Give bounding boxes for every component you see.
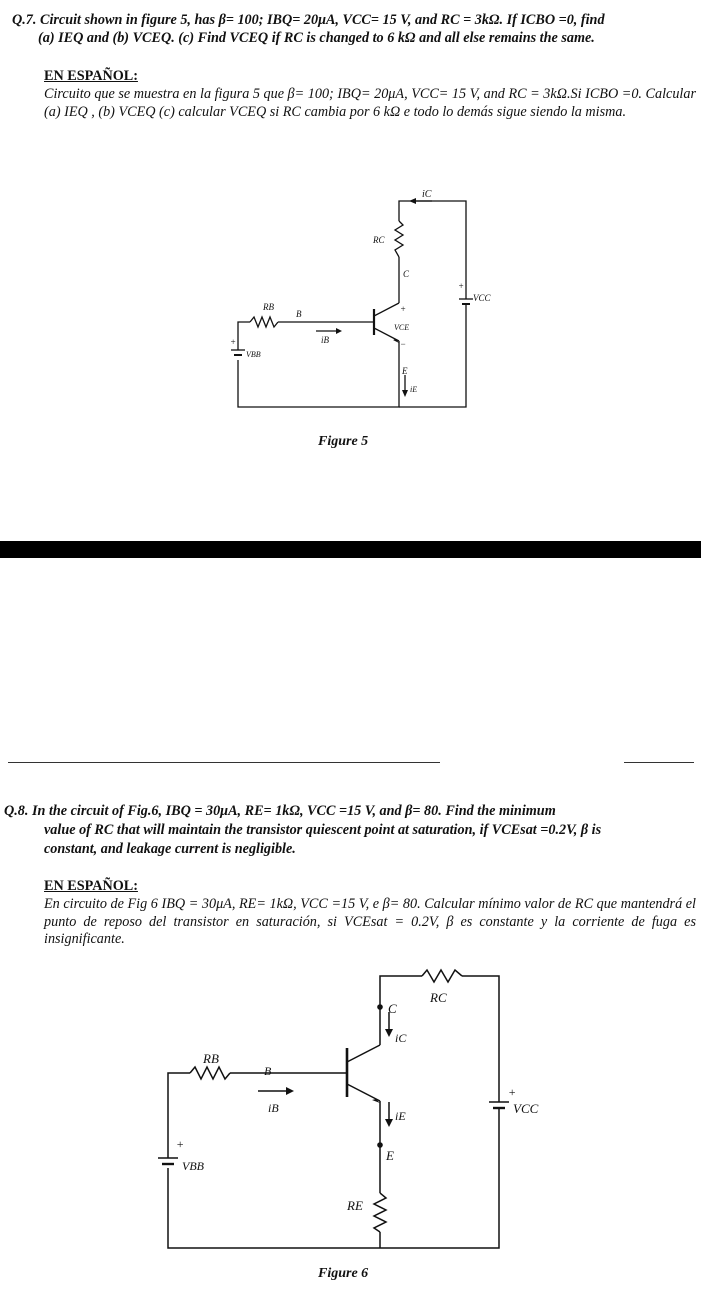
fig5-label-e: E <box>402 366 408 376</box>
q7-question-line2: (a) IEQ and (b) VCEQ. (c) Find VCEQ if RC is changed to 6 kΩ and all else remains the same. <box>38 30 595 46</box>
fig5-label-rc: RC <box>373 235 385 245</box>
divider-right <box>624 762 694 763</box>
figure-6-caption: Figure 6 <box>318 1266 369 1281</box>
fig5-label-b: B <box>296 309 302 319</box>
q7-spanish-text: Circuito que se muestra en la figura 5 que β= 100; IBQ= 20μA, VCC= 15 V, and RC = 3kΩ.Si ICBO =0. Calcular (a) IEQ , (b) VCEQ (c) calcular VCEQ si RC cambia por 6 kΩ e todo lo demás sigue siendo la misma. <box>44 86 696 120</box>
fig6-re-resistor <box>374 1193 386 1232</box>
fig5-label-vcc: VCC <box>473 293 491 303</box>
fig5-label-vbb: VBB <box>246 350 261 359</box>
figure-6-circuit <box>150 960 550 1260</box>
q8-spanish-heading: EN ESPAÑOL: <box>44 878 138 894</box>
page-separator-bar <box>0 541 701 558</box>
fig6-label-ib: iB <box>268 1101 279 1115</box>
figure-5-caption: Figure 5 <box>318 434 369 449</box>
fig6-label-vbb: VBB <box>182 1159 204 1173</box>
fig5-label-ic: iC <box>422 189 432 200</box>
fig6-label-ie: iE <box>395 1109 406 1123</box>
divider-left <box>8 762 440 763</box>
fig6-rc-resistor <box>422 970 462 982</box>
fig5-vbb-plus: + <box>230 337 237 347</box>
fig6-right-wire <box>462 976 499 1102</box>
fig5-vce-plus: + <box>400 304 407 314</box>
fig5-rc-resistor <box>395 221 403 257</box>
fig6-label-ic: iC <box>395 1031 407 1045</box>
fig6-label-vcc: VCC <box>513 1101 539 1116</box>
fig5-top-wire <box>399 201 466 299</box>
fig5-rb-resistor <box>250 317 278 327</box>
fig6-vbb-plus: + <box>176 1137 185 1151</box>
fig5-label-ie: iE <box>410 385 418 394</box>
fig5-label-rb: RB <box>263 302 274 312</box>
q8-question-line3: constant, and leakage current is negligible. <box>44 841 296 857</box>
fig6-rb-resistor <box>190 1067 230 1079</box>
q7-spanish-heading: EN ESPAÑOL: <box>44 68 138 84</box>
fig6-label-b: B <box>264 1064 272 1078</box>
fig5-label-vce: VCE <box>394 323 410 332</box>
fig6-label-re: RE <box>347 1198 363 1213</box>
fig6-label-c: C <box>388 1001 397 1016</box>
fig6-label-rc: RC <box>430 990 447 1005</box>
fig5-label-c: C <box>403 269 410 279</box>
q7-question-line1: Q.7. Circuit shown in figure 5, has β= 100; IBQ= 20μA, VCC= 15 V, and RC = 3kΩ. If ICBO =0, find <box>12 12 605 28</box>
figure-5-circuit <box>220 185 491 415</box>
q8-spanish-text: En circuito de Fig 6 IBQ = 30μA, RE= 1kΩ, VCC =15 V, e β= 80. Calcular mínimo valor de RC que mantendrá el punto de reposo del transistor en saturación, si VCEsat = 0.2V, β es constante y la corriente de fuga es insignificante. <box>44 896 696 947</box>
fig5-vcc-plus: + <box>458 281 465 291</box>
fig5-label-ib: iB <box>321 335 329 345</box>
fig5-vce-minus: − <box>400 339 407 349</box>
fig5-bottom-wire <box>238 341 399 407</box>
q8-question-line2: value of RC that will maintain the transistor quiescent point at saturation, if VCEsat =0.2V, β is <box>44 822 602 838</box>
q8-question-line1: Q.8. In the circuit of Fig.6, IBQ = 30μA, RE= 1kΩ, VCC =15 V, and β= 80. Find the minimum <box>4 803 556 819</box>
fig6-vcc-plus: + <box>508 1085 517 1099</box>
fig6-label-e: E <box>386 1148 394 1163</box>
fig6-label-rb: RB <box>203 1051 219 1066</box>
